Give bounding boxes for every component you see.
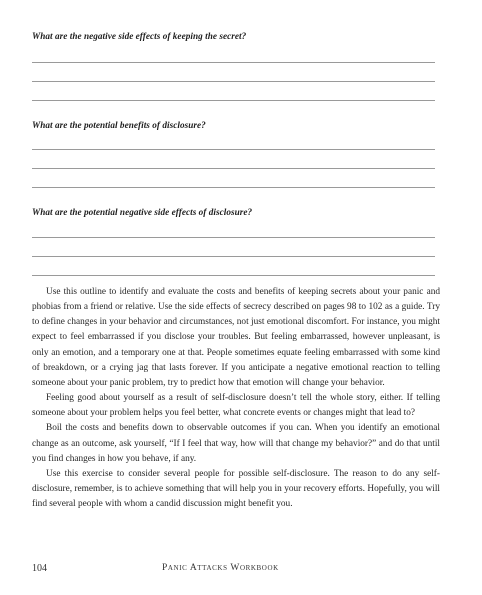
answer-line[interactable]	[32, 149, 435, 150]
answer-line[interactable]	[32, 187, 435, 188]
answer-line[interactable]	[32, 168, 435, 169]
question-3: What are the potential negative side effects of disclosure?	[32, 207, 253, 217]
answer-line[interactable]	[32, 275, 435, 276]
page-number: 104	[32, 563, 47, 574]
paragraph: Use this exercise to consider several people for possible self-disclosure. The reason to do any self-disclosure, remember, is to achieve something that will help you in your recovery efforts. Hopefully, you will find several people with whom a candid discussion might benefit you.	[32, 468, 440, 510]
body-text	[32, 285, 440, 512]
answer-line[interactable]	[32, 237, 435, 238]
answer-line[interactable]	[32, 62, 435, 63]
paragraph: Feeling good about yourself as a result of self-disclosure doesn’t tell the whole story, either. If telling someone about your problem helps you feel better, what concrete events or changes might that lead to?	[32, 393, 440, 419]
paragraph: Boil the costs and benefits down to observable outcomes if you can. When you identify an emotional change as an outcome, ask yourself, “If I feel that way, how will that change my behavior?” and do that until you find changes in how you behave, if any.	[32, 423, 440, 464]
question-2: What are the potential benefits of disclosure?	[32, 120, 206, 130]
paragraph: Use this outline to identify and evaluate the costs and benefits of keeping secrets about your panic and phobias from a friend or relative. Use the side effects of secrecy described on pages 98 to 102 as a guide. Try to define changes in your behavior and circumstances, not just emotional discomfort. For instance, you might expect to feel embarrassed if you disclose your troubles. But feeling embarrassed, however unpleasant, is only an emotion, and a temporary one at that. People sometimes equate feeling embarrassed with some kind of breakdown, or a crying jag that lasts forever. If you anticipate a negative emotional reaction to telling someone about your panic problem, try to predict how that emotion will change your behavior.	[32, 287, 440, 388]
answer-line[interactable]	[32, 100, 435, 101]
answer-line[interactable]	[32, 256, 435, 257]
running-head: Panic Attacks Workbook	[162, 563, 279, 573]
answer-line[interactable]	[32, 81, 435, 82]
question-1: What are the negative side effects of keeping the secret?	[32, 31, 247, 41]
